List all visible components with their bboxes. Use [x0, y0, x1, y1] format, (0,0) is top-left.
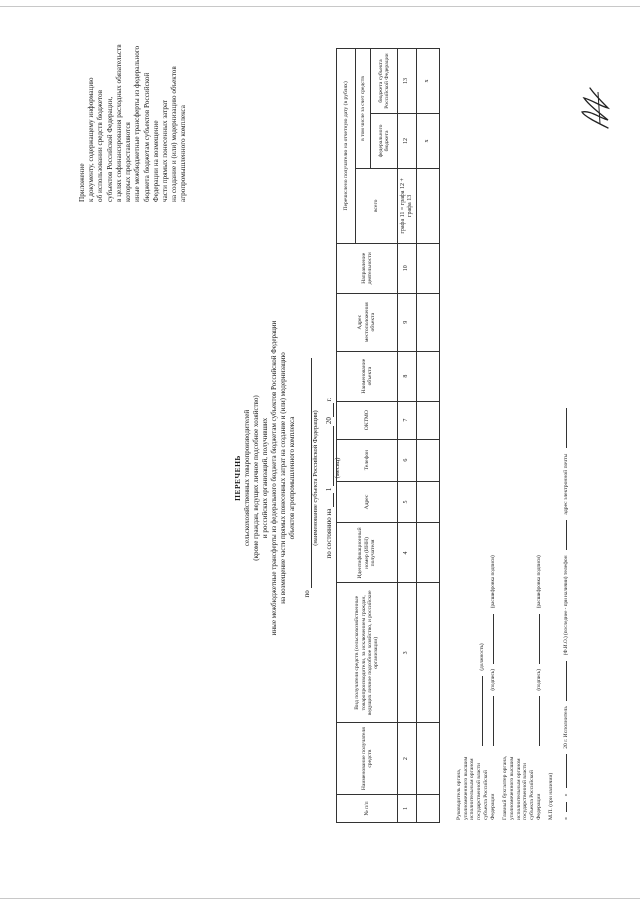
table-cell[interactable]: х: [416, 49, 439, 114]
column-number: графа 11 = графа 12 + графа 13: [398, 168, 417, 243]
appendix-note: [78, 42, 189, 202]
signature-section: [456, 400, 570, 820]
document-subtitle: [243, 228, 298, 728]
date-blank[interactable]: [325, 493, 334, 507]
accountant-sign-caption: (подпись): [535, 669, 542, 691]
head-name-field[interactable]: [493, 614, 494, 664]
column-number: 5: [398, 481, 417, 523]
accountant-signature: [502, 400, 542, 820]
header-phone: Телефон: [337, 439, 398, 481]
table-cell[interactable]: х: [416, 114, 439, 169]
appendix-line: части прямых понесенных затрат: [160, 99, 169, 202]
email-field[interactable]: [566, 408, 567, 448]
table-cell[interactable]: [416, 795, 439, 823]
executor-label: г. Исполнитель: [563, 706, 570, 742]
stamp-label: М.П. (при наличии): [548, 772, 555, 820]
month-field[interactable]: [325, 426, 334, 486]
appendix-line: которых предоставляются: [124, 122, 133, 202]
sign-year: 20: [563, 743, 570, 749]
scan-edge-top: [0, 6, 640, 7]
header-oktmo: ОКТМО: [337, 401, 398, 439]
header-recipient: Наименование получателя средств: [337, 723, 398, 795]
column-number: 7: [398, 401, 417, 439]
year-field[interactable]: [325, 403, 334, 417]
column-number: 8: [398, 351, 417, 401]
header-recipient-type: Вид получателя средств (сельскохозяйственные товаропроизводители, за исключением граждан, ведущих личное подсобное хозяйство, и российские организации): [337, 583, 398, 723]
date-prefix: по состоянию на: [324, 508, 333, 559]
title-line: сельскохозяйственных товаропроизводителей: [242, 409, 251, 547]
appendix-line: Федерации на возмещение: [151, 120, 160, 202]
document-page: [18, 38, 618, 878]
table-row: [416, 49, 439, 823]
header-activity: Направление деятельности: [337, 243, 398, 293]
table-header-row: [337, 49, 356, 823]
table-cell[interactable]: [416, 351, 439, 401]
date-quote-close: »: [563, 793, 570, 797]
appendix-line: бюджета бюджетам субъектов Российской: [142, 72, 151, 202]
head-position-field[interactable]: [482, 676, 483, 746]
table-cell[interactable]: [416, 243, 439, 293]
executor-row: [563, 400, 570, 820]
title-line: иные межбюджетные трансферты из федерального бюджета бюджетам субъектов Российской Федерации: [270, 320, 279, 636]
table-cell[interactable]: [416, 523, 439, 583]
header-inn: Идентификационный номер (ИНН) получателя: [337, 523, 398, 583]
header-including: в том числе за счет средств: [356, 49, 371, 169]
column-number: 10: [398, 243, 417, 293]
header-num: № п/п: [337, 795, 398, 823]
column-number: 6: [398, 439, 417, 481]
executor-caption: (Ф.И.О.) (последнее - при наличии): [563, 576, 570, 656]
appendix-line: к документу, содержащему информацию: [87, 77, 96, 202]
email-label: адрес электронной почты: [563, 453, 570, 515]
accountant-fields: [536, 555, 543, 750]
accountant-name-field[interactable]: [539, 614, 540, 664]
document-title-block: [233, 228, 342, 728]
sign-month-field[interactable]: [566, 754, 567, 788]
column-number: 1: [398, 795, 417, 823]
phone-field[interactable]: [566, 520, 567, 550]
column-number: 3: [398, 583, 417, 723]
appendix-line: Приложение: [78, 163, 86, 202]
header-object-name: Наименование объекта: [337, 351, 398, 401]
subject-field[interactable]: [303, 359, 312, 589]
head-title: Руководитель органа, уполномоченного высшим исполнительным органом государственной власти субъекта Российской Федерации: [456, 756, 496, 820]
header-object-address: Адрес местоположения объекта: [337, 293, 398, 351]
date-quote-open: «: [563, 817, 570, 820]
appendix-line: на создание и (или) модернизацию объектов: [170, 66, 179, 202]
header-regional: бюджета субъекта Российской Федерации: [371, 49, 398, 114]
handwritten-signature-icon: [578, 86, 614, 132]
column-number: 2: [398, 723, 417, 795]
header-transferred: Перечислено получателю на отчетную дату (в рублях): [337, 49, 356, 244]
column-numbers-row: [398, 49, 417, 823]
title-line: (кроме граждан, ведущих личное подсобное хозяйство): [251, 395, 260, 561]
scan-edge-bottom: [0, 898, 640, 899]
table-cell[interactable]: [416, 401, 439, 439]
head-sign-row: [490, 555, 497, 750]
title-line: и российских организаций, получивших: [260, 417, 269, 539]
title-line: объектов агропромышленного комплекса: [288, 416, 297, 540]
head-signature: [456, 400, 496, 820]
accountant-sign-field[interactable]: [539, 696, 540, 746]
sign-day-field[interactable]: [566, 802, 567, 812]
column-number: 4: [398, 523, 417, 583]
head-sign-field[interactable]: [493, 696, 494, 746]
executor-name-field[interactable]: [566, 661, 567, 701]
document-title: ПЕРЕЧЕНЬ: [233, 455, 242, 501]
appendix-line: иные межбюджетные трансферты из федерального: [133, 45, 142, 202]
appendix-line: в целях софинансирования расходных обязательств: [114, 44, 123, 202]
column-number: 9: [398, 293, 417, 351]
accountant-title: Главный бухгалтер органа, уполномоченного высшим исполнительным органом государственной власти субъекта Российской Федерации: [502, 755, 542, 820]
head-fields: [479, 555, 496, 750]
table-cell[interactable]: [416, 439, 439, 481]
appendix-line: агропромышленного комплекса: [179, 105, 188, 202]
head-name-caption: (расшифровка подписи): [489, 555, 496, 609]
subject-caption: (наименование субъекта Российской Федерации): [312, 410, 320, 546]
header-address: Адрес: [337, 481, 398, 523]
title-line: на возмещение части прямых понесенных затрат на создание и (или) модернизацию: [279, 352, 288, 604]
report-table: [333, 48, 440, 823]
table-cell[interactable]: [416, 481, 439, 523]
month-caption: (месяц): [333, 457, 341, 479]
head-position-caption: (должность): [478, 643, 485, 671]
table-cell[interactable]: [416, 168, 439, 243]
head-position-row: [479, 555, 486, 750]
table-cell[interactable]: [416, 293, 439, 351]
date-num: 1: [324, 487, 333, 492]
header-total: всего: [356, 168, 398, 243]
accountant-name-caption: (расшифровка подписи): [535, 555, 542, 609]
date-year-prefix: 20: [324, 417, 333, 425]
date-line: [325, 228, 334, 728]
header-federal: федерального бюджета: [371, 114, 398, 169]
column-number: 13: [398, 49, 417, 114]
table-cell[interactable]: [416, 723, 439, 795]
head-sign-caption: (подпись): [489, 669, 496, 691]
appendix-line: субъектов Российской Федерации,: [105, 96, 114, 202]
po-label: по: [303, 590, 312, 598]
column-number: 12: [398, 114, 417, 169]
date-year-suffix: г.: [324, 397, 333, 402]
subject-line: [303, 228, 312, 728]
table-cell[interactable]: [416, 583, 439, 723]
phone-label: телефон: [563, 555, 570, 576]
appendix-line: об использовании средств бюджетов: [96, 90, 105, 202]
